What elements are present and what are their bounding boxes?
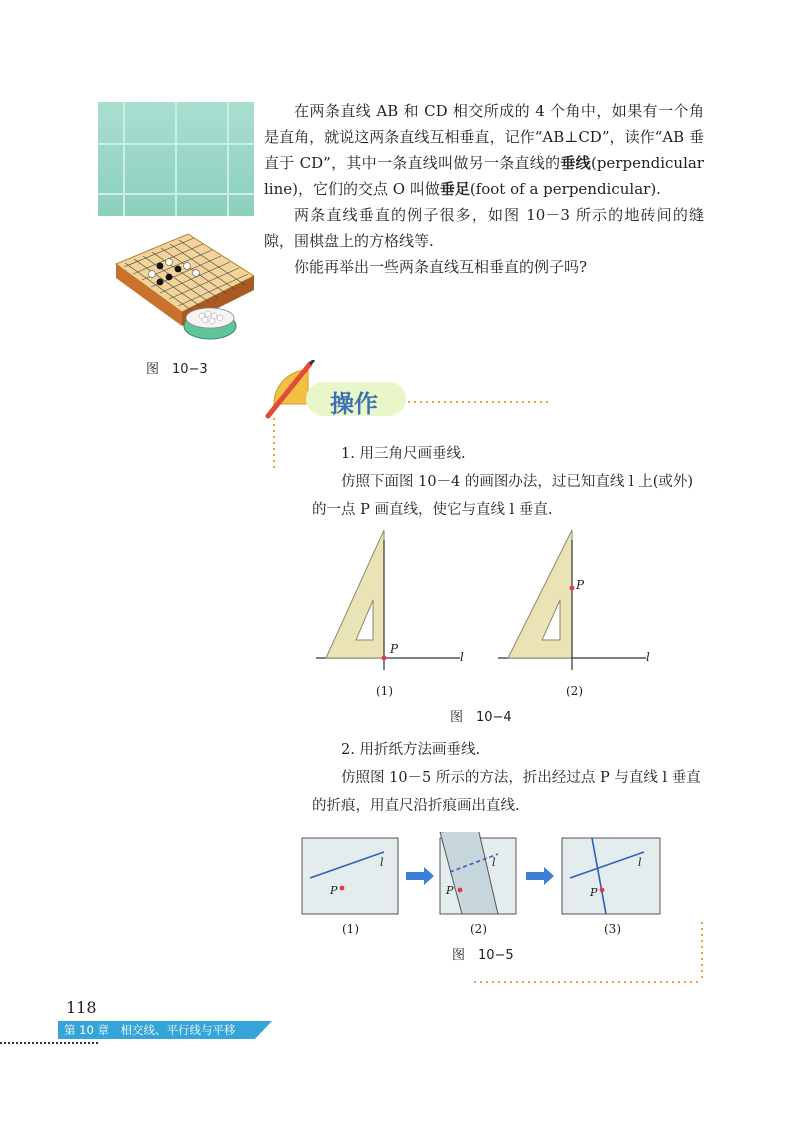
item-2-text: 仿照图 10－5 所示的方法，折出经过点 P 与直线 l 垂直的折痕，用直尺沿折痕画出直线. xyxy=(312,770,701,814)
paragraph-definition xyxy=(264,98,704,202)
fig4-1-label-l: l xyxy=(460,650,464,664)
activity-item-1 xyxy=(312,440,702,524)
main-paragraphs xyxy=(264,98,704,280)
item-1-title: 1. 用三角尺画垂线. xyxy=(341,446,466,462)
chapter-title: 第 10 章 相交线、平行线与平移 xyxy=(64,1023,236,1037)
paragraph-examples: 两条直线垂直的例子很多，如图 10－3 所示的地砖间的缝隙，围棋盘上的方格线等. xyxy=(264,206,704,250)
figure-10-3-caption: 图 10−3 xyxy=(146,362,208,377)
paragraph-question: 你能再举出一些两条直线互相垂直的例子吗? xyxy=(294,258,588,276)
fig4-1-label-p: P xyxy=(390,642,399,656)
fig5-sub1: (1) xyxy=(342,922,359,936)
fig4-2-label-l: l xyxy=(646,650,650,664)
fig4-2-label-p: P xyxy=(576,578,585,592)
item-2-title: 2. 用折纸方法画垂线. xyxy=(341,742,481,758)
fig4-sub1: (1) xyxy=(376,684,393,698)
footer-dots xyxy=(0,1042,98,1044)
figure-10-4-caption: 图 10−4 xyxy=(450,710,512,725)
item-1-text: 仿照下面图 10－4 的画图办法，过已知直线 l 上(或外)的一点 P 画直线，使它与直线 l 垂直. xyxy=(312,474,694,518)
figure-10-5-caption: 图 10−5 xyxy=(452,948,514,963)
activity-title: 操作 xyxy=(330,390,378,418)
definition-text-end: (foot of a perpendicular). xyxy=(469,180,661,198)
svg-text:l: l xyxy=(380,856,384,869)
term-perpendicular-line: 垂线 xyxy=(560,154,591,172)
definition-text: 在两条直线 AB 和 CD 相交所成的 4 个角中，如果有一个角是直角，就说这两条直线互相垂直，记作“AB⊥CD”，读作“AB 垂直于 CD”，其中一条直线叫做另一条直线的 xyxy=(264,102,704,172)
svg-text:l: l xyxy=(492,856,496,869)
svg-text:P: P xyxy=(590,886,598,899)
svg-text:P: P xyxy=(330,884,338,897)
svg-text:l: l xyxy=(638,856,642,869)
page-number: 118 xyxy=(66,998,97,1017)
figure-10-4 xyxy=(310,530,670,700)
svg-text:P: P xyxy=(446,884,454,897)
go-board-image xyxy=(108,226,258,344)
term-foot-of-perpendicular: 垂足 xyxy=(439,180,470,198)
definition-text-mid: (perpendicular line)，它们的交点 O 叫做 xyxy=(264,154,704,198)
activity-border-end xyxy=(470,920,710,990)
floor-tile-image xyxy=(98,102,254,216)
fig5-sub2: (2) xyxy=(470,922,487,936)
fig4-sub2: (2) xyxy=(566,684,583,698)
activity-item-2 xyxy=(312,736,702,820)
fig5-sub3: (3) xyxy=(604,922,621,936)
